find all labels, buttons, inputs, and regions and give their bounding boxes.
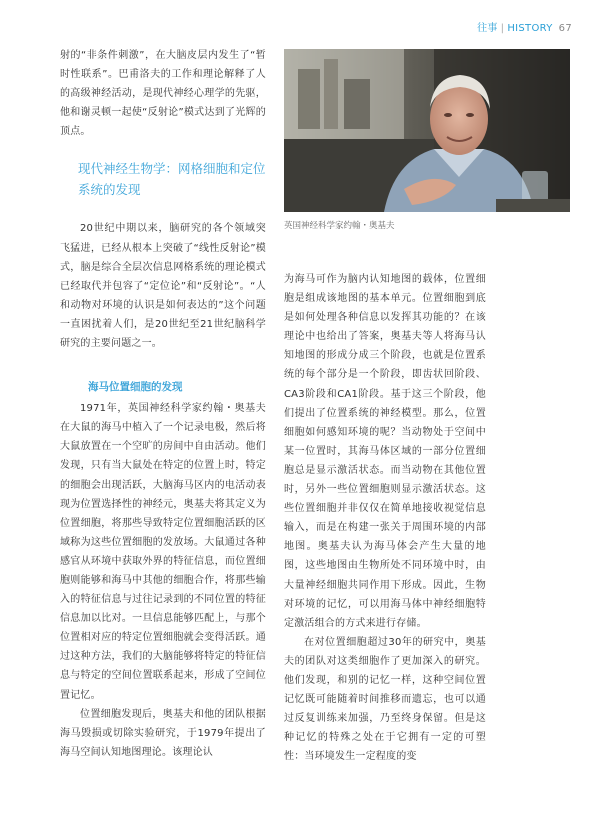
paragraph-3: 位置细胞发现后，奥基夫和他的团队根据海马毁损或切除实验研究，于1979年提出了海马空间认知地图理论。该理论认 (60, 708, 266, 758)
right-column (284, 270, 486, 766)
paragraph-1: 20世纪中期以来，脑研究的各个领域突飞猛进，已经从根本上突破了“线性反射论”模式，脑是综合全层次信息网格系统的理论模式已经取代并包容了“定位论”和“反射论”。“人和动物对环境的认识是如何表达的”这个问题一直困扰着人们，是20世纪至21世纪脑科学研究的主要问题之一。 (60, 223, 266, 350)
page-number: 67 (558, 23, 572, 34)
running-head-divider: | (500, 23, 505, 34)
section-title: 现代神经生物学：网格细胞和定位系统的发现 (78, 161, 266, 198)
running-head-section: 往事 (477, 23, 498, 34)
running-head (477, 19, 572, 34)
left-column (60, 46, 266, 762)
portrait-photo (284, 49, 570, 212)
continued-paragraph: 为海马可作为脑内认知地图的载体，位置细胞是组成该地图的基本单元。位置细胞到底是如何处理各种信息以发挥其功能的？在该理论中也给出了答案，奥基夫等人将海马认知地图的形成分成三个阶段，也就是位置系统的每个部分是一个阶段，即齿状回阶段、CA3阶段和CA1阶段。基于这三个阶段，他们提出了位置系统的神经模型。那么，位置细胞如何感知环境的呢？当动物处于空间中某一位置时，其海马体区域的一部分位置细胞总是显示激活状态。而当动物在其他位置时，另外一些位置细胞则显示激活状态。这些位置细胞并非仅仅在简单地接收视觉信息输入，而是在构建一张关于周围环境的内部地图。奥基夫认为海马体会产生大量的地图，这些地图由生物所处不同环境中时，由大量神经细胞共同作用下形成。因此，生物对环境的记忆，可以用海马体中神经细胞特定激活组合的方式来进行存储。 (284, 274, 486, 629)
paragraph-4: 在对位置细胞超过30年的研究中，奥基夫的团队对这类细胞作了更加深入的研究。他们发现，和别的记忆一样，这种空间位置记忆既可能随着时间推移而遗忘，也可以通过反复训练来加强，乃至终身保留。但是这种记忆的特殊之处在于它拥有一定的可塑性：当环境发生一定程度的变 (284, 636, 486, 763)
paragraph-2: 1971年，英国神经科学家约翰・奥基夫在大鼠的海马中植入了一个记录电极，然后将大鼠放置在一个空旷的房间中自由活动。他们发现，只有当大鼠处在特定的位置上时，特定的细胞会出现活跃，大脑海马区内的电活动表现为位置选择性的神经元，奥基夫将其定义为位置细胞，将那些导致特定位置细胞活跃的区域称为这些位置细胞的发放场。大鼠通过各种感官从环境中获取外界的特征信息，而位置细胞则能够和海马中其他的细胞合作，将那些输入的特征信息与过往记录到的不同位置的特征信息加以比对。一旦信息能够匹配上，与那个位置相对应的特定位置细胞就会变得活跃。通过这种方法，我们的大脑能够将特定的特征信息与特定的空间位置联系起来，形成了空间位置记忆。 (60, 403, 266, 701)
photo-caption: 英国神经科学家约翰・奥基夫 (284, 221, 395, 231)
running-head-category: HISTORY (507, 23, 553, 34)
portrait-illustration (284, 49, 570, 212)
subsection-title: 海马位置细胞的发现 (88, 381, 183, 394)
intro-paragraph: 射的“非条件刺激”，在大脑皮层内发生了“暂时性联系”。巴甫洛夫的工作和理论解释了人的高级神经活动，是现代神经心理学的先驱，他和谢灵顿一起使“反射论”模式达到了光辉的顶点。 (60, 50, 266, 138)
